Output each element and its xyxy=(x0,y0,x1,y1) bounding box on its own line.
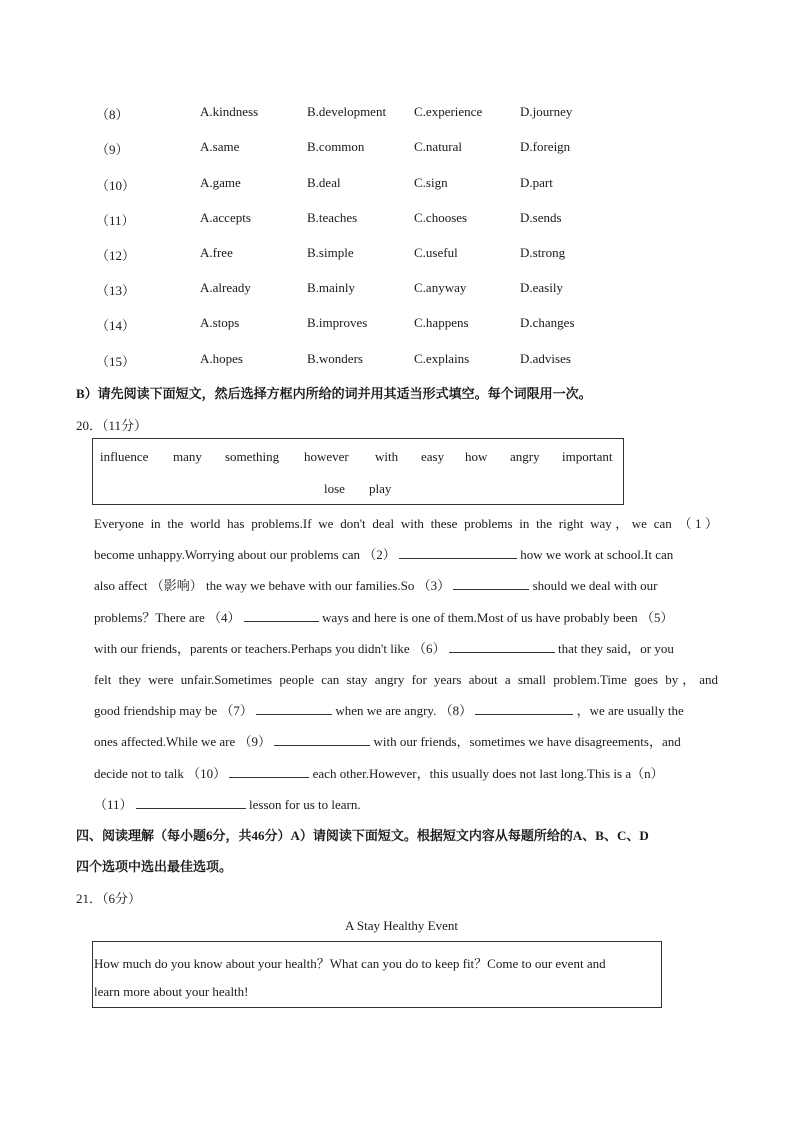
option-c[interactable]: C.useful xyxy=(414,245,458,260)
passage-text: problems？There are （4） xyxy=(94,610,241,625)
answer-blank-7[interactable] xyxy=(256,701,332,715)
answer-blank-8[interactable] xyxy=(475,701,573,715)
question-number: （12） xyxy=(96,248,136,263)
word-item: how xyxy=(465,449,488,464)
passage-line xyxy=(94,731,718,751)
question-number: （11） xyxy=(96,213,135,228)
question-number: （8） xyxy=(96,107,129,122)
event-info-line: learn more about your health! xyxy=(94,984,249,999)
passage-line xyxy=(94,575,718,595)
option-a[interactable]: A.game xyxy=(200,175,241,190)
question-number: （10） xyxy=(96,178,136,193)
option-a[interactable]: A.already xyxy=(200,280,251,295)
passage-line xyxy=(94,544,718,564)
option-b[interactable]: B.teaches xyxy=(307,210,358,225)
word-item: however xyxy=(304,449,349,464)
passage-line xyxy=(94,700,718,720)
passage-text: ways and here is one of them.Most of us have probably been （5） xyxy=(322,610,674,625)
answer-blank-4[interactable] xyxy=(244,608,319,622)
passage-text: each other.However，this usually does not last long.This is a（n） xyxy=(312,766,664,781)
option-b[interactable]: B.improves xyxy=(307,315,368,330)
word-item: with xyxy=(375,449,399,464)
option-d[interactable]: D.sends xyxy=(520,210,562,225)
option-a[interactable]: A.stops xyxy=(200,315,240,330)
option-a[interactable]: A.kindness xyxy=(200,104,259,119)
option-c[interactable]: C.experience xyxy=(414,104,483,119)
passage-text: with our friends，sometimes we have disagreements，and xyxy=(373,734,681,749)
event-title: A Stay Healthy Event xyxy=(345,918,459,933)
word-item: easy xyxy=(421,449,445,464)
question-number: （13） xyxy=(96,283,136,298)
option-d[interactable]: D.part xyxy=(520,175,553,190)
passage-text: should we deal with our xyxy=(532,578,658,593)
option-c[interactable]: C.chooses xyxy=(414,210,468,225)
option-d[interactable]: D.advises xyxy=(520,351,571,366)
passage-text: decide not to talk （10） xyxy=(94,766,227,781)
option-b[interactable]: B.deal xyxy=(307,175,341,190)
passage-line: Everyone in the world has problems.If we don't deal with these problems in the right way，we can （1） xyxy=(94,516,718,531)
option-a[interactable]: A.hopes xyxy=(200,351,243,366)
option-a[interactable]: A.accepts xyxy=(200,210,251,225)
option-d[interactable]: D.easily xyxy=(520,280,563,295)
section-4-heading-cont: 四个选项中选出最佳选项。 xyxy=(76,859,233,874)
option-b[interactable]: B.wonders xyxy=(307,351,363,366)
passage-line xyxy=(94,607,718,627)
passage-text: how we work at school.It can xyxy=(520,547,674,562)
passage-text: with our friends，parents or teachers.Perhaps you didn't like （6） xyxy=(94,641,446,656)
option-c[interactable]: C.explains xyxy=(414,351,470,366)
option-d[interactable]: D.foreign xyxy=(520,139,571,154)
passage-line xyxy=(94,794,718,814)
word-item: important xyxy=(562,449,613,464)
option-d[interactable]: D.strong xyxy=(520,245,566,260)
passage-line: felt they were unfair.Sometimes people can stay angry for years about a small problem.Time goes by，and xyxy=(94,672,718,687)
passage-line xyxy=(94,638,718,658)
option-d[interactable]: D.changes xyxy=(520,315,575,330)
section-b-instruction: B）请先阅读下面短文，然后选择方框内所给的词并用其适当形式填空。每个词限用一次。 xyxy=(76,386,592,401)
section-4-heading: 四、阅读理解（每小题6分，共46分）A）请阅读下面短文。根据短文内容从每题所给的A、B、C、D xyxy=(76,828,649,843)
question-21-label: 21．（6分） xyxy=(76,891,142,906)
option-c[interactable]: C.sign xyxy=(414,175,448,190)
option-b[interactable]: B.simple xyxy=(307,245,354,260)
answer-blank-2[interactable] xyxy=(399,545,517,559)
answer-blank-6[interactable] xyxy=(449,639,555,653)
passage-line xyxy=(94,763,718,783)
event-info-box xyxy=(92,941,662,1008)
question-number: （15） xyxy=(96,354,136,369)
passage-text: ones affected.While we are （9） xyxy=(94,734,271,749)
passage-text: ，we are usually the xyxy=(576,703,684,718)
passage-text: also affect （影响） the way we behave with our families.So （3） xyxy=(94,578,451,593)
passage-text: when we are angry. （8） xyxy=(335,703,473,718)
option-a[interactable]: A.same xyxy=(200,139,240,154)
passage-text: （11） xyxy=(94,797,133,812)
option-c[interactable]: C.happens xyxy=(414,315,469,330)
question-number: （14） xyxy=(96,318,136,333)
word-item: many xyxy=(173,449,202,464)
word-item: angry xyxy=(510,449,540,464)
option-b[interactable]: B.common xyxy=(307,139,365,154)
passage-text: become unhappy.Worrying about our problems can （2） xyxy=(94,547,396,562)
answer-blank-11[interactable] xyxy=(136,795,246,809)
word-item: something xyxy=(225,449,280,464)
word-item: lose xyxy=(324,481,345,496)
option-c[interactable]: C.natural xyxy=(414,139,463,154)
word-item: influence xyxy=(100,449,149,464)
answer-blank-10[interactable] xyxy=(229,764,309,778)
answer-blank-9[interactable] xyxy=(274,732,370,746)
option-d[interactable]: D.journey xyxy=(520,104,573,119)
option-b[interactable]: B.mainly xyxy=(307,280,356,295)
passage-text: that they said，or you xyxy=(557,641,674,656)
option-a[interactable]: A.free xyxy=(200,245,233,260)
word-box xyxy=(92,438,624,505)
passage-text: good friendship may be （7） xyxy=(94,703,253,718)
option-b[interactable]: B.development xyxy=(307,104,387,119)
question-20-label: 20．（11分） xyxy=(76,418,148,433)
passage-text: lesson for us to learn. xyxy=(249,797,361,812)
event-info-line: How much do you know about your health？What can you do to keep fit？Come to our event and xyxy=(94,956,606,971)
option-c[interactable]: C.anyway xyxy=(414,280,467,295)
word-item: play xyxy=(369,481,392,496)
question-number: （9） xyxy=(96,142,129,157)
answer-blank-3[interactable] xyxy=(453,576,529,590)
